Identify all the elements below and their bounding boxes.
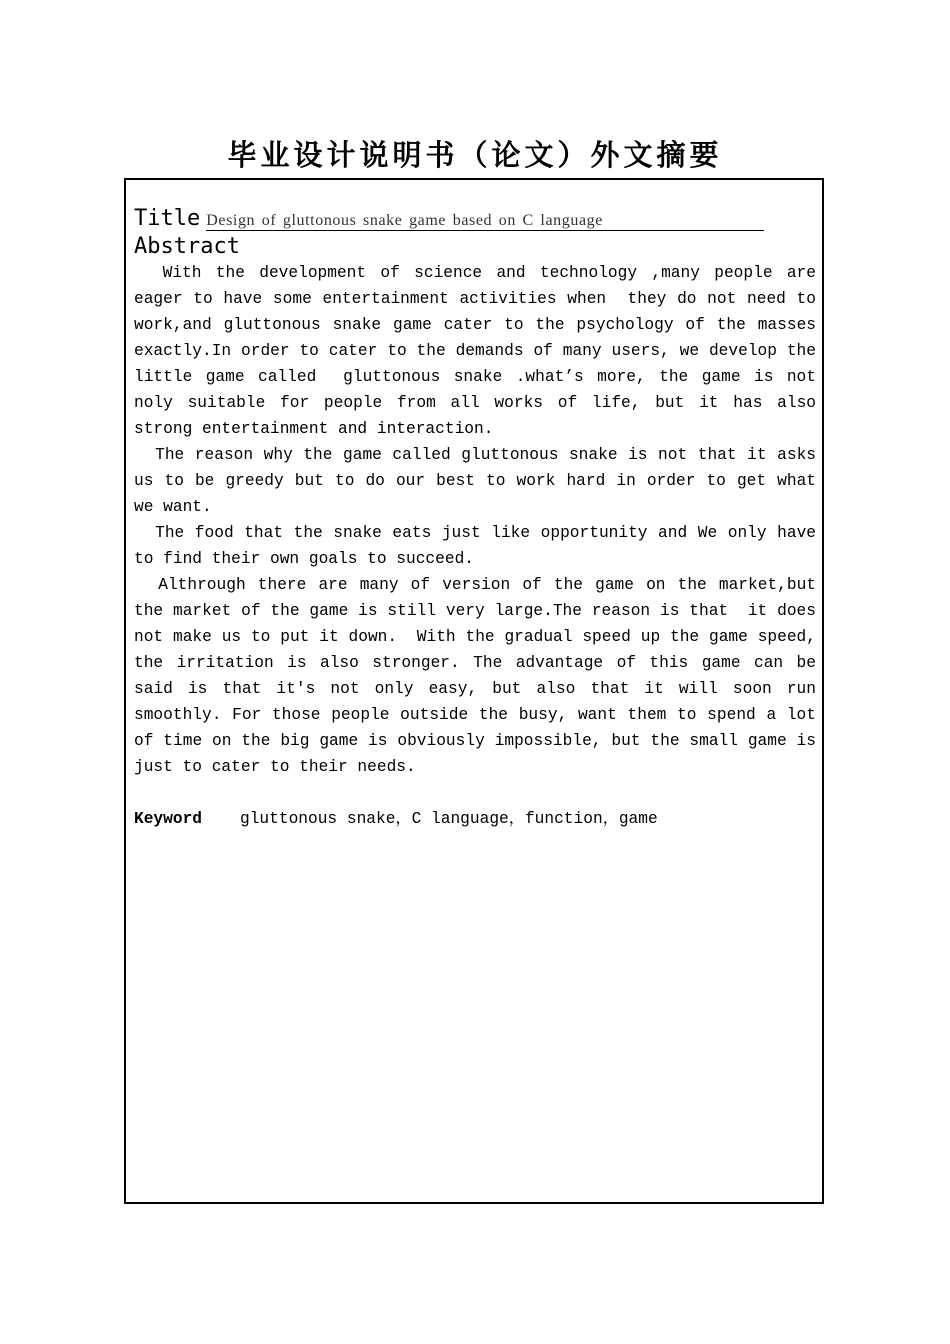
title-value: Design of gluttonous snake game based on C language [206, 212, 764, 231]
keyword-value: gluttonous snake，C language，function，game [240, 810, 658, 828]
title-label: Title [134, 206, 201, 231]
page-title: 毕业设计说明书（论文）外文摘要 [227, 138, 723, 172]
abstract-content [134, 204, 826, 832]
abstract-body [134, 260, 826, 780]
keyword-label: Keyword [134, 810, 202, 828]
abstract-paragraph: Althrough there are many of version of the game on the market,but the market of the game is still very large.The reason is that it does not make us to put it down. With the gradual speed up the game speed, the irritation is also stronger. The advantage of this game can be said is that it's not only easy, but also that it will soon run smoothly. For those people outside the busy, want them to spend a lot of time on the big game is obviously impossible, but the small game is just to cater to their needs. [134, 576, 826, 776]
title-row [134, 204, 816, 234]
abstract-paragraph: The reason why the game called gluttonous snake is not that it asks us to be greedy but to do our best to work hard in order to get what we want. [134, 446, 826, 516]
abstract-label: Abstract [134, 234, 240, 259]
abstract-paragraph: With the development of science and technology ,many people are eager to have some entertainment activities when they do not need to work,and gluttonous snake game cater to the psychology of the masses exactly.In order to cater to the demands of many users, we develop the little game called gluttonous snake .what’s more, the game is not noly suitable for people from all works of life, but it has also strong entertainment and interaction. [134, 264, 826, 438]
abstract-paragraph: The food that the snake eats just like opportunity and We only have to find their own goals to succeed. [134, 524, 826, 568]
keyword-row [134, 806, 816, 832]
